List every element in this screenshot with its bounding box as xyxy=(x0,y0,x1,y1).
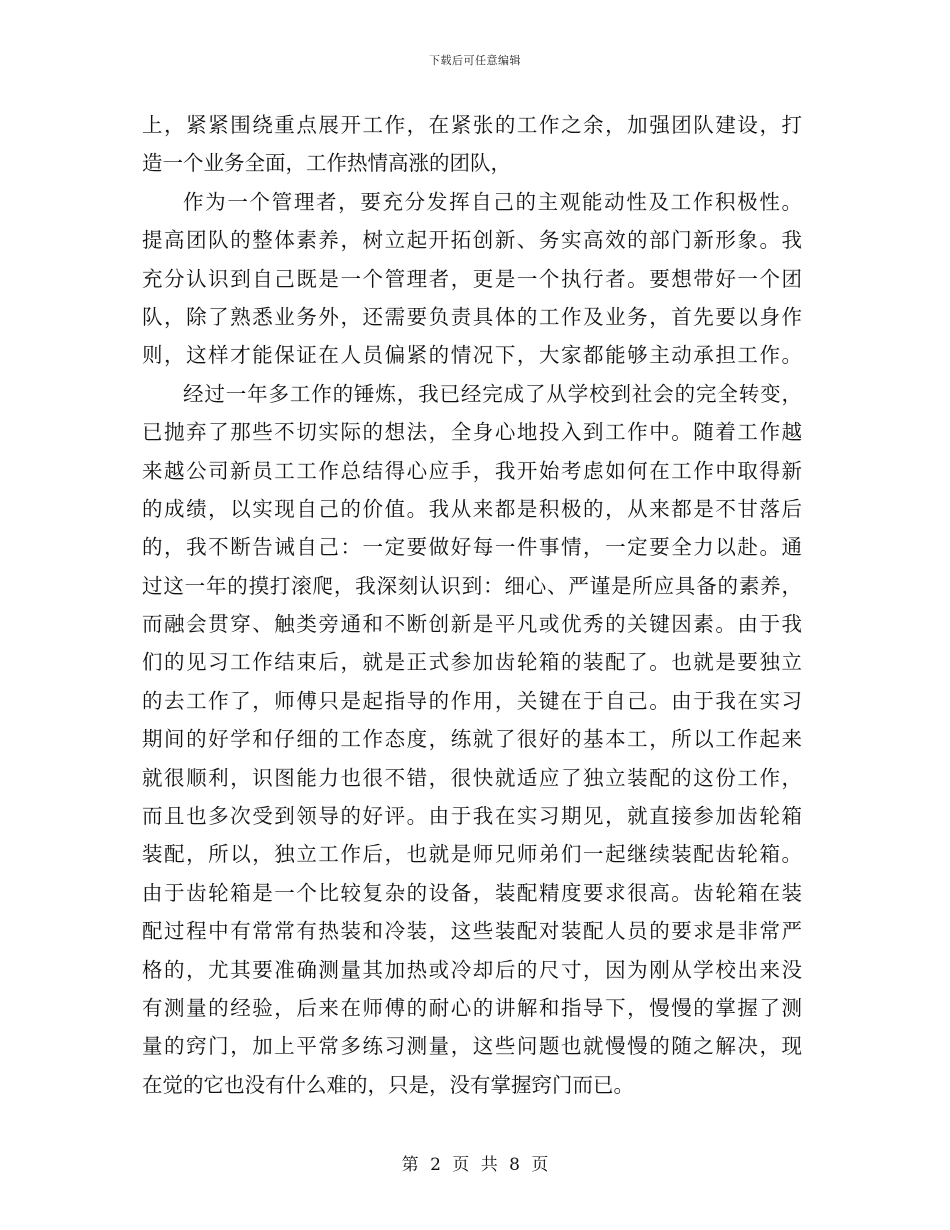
page-label-total-word: 共 xyxy=(480,1155,498,1175)
paragraph-3-line-19: 在觉的它也没有什么难的，只是，没有掌握窍门而已。 xyxy=(142,1072,634,1097)
page-label-suffix: 页 xyxy=(531,1155,549,1175)
paragraph-3-line-4: 的成绩，以实现自己的价值。我从来都是积极的，从来都是不甘落后 xyxy=(142,496,802,521)
paragraph-3-line-8: 们的见习工作结束后，就是正式参加齿轮箱的装配了。也就是要独立 xyxy=(142,650,802,675)
paragraph-3-line-5: 的，我不断告诫自己：一定要做好每一件事情，一定要全力以赴。通 xyxy=(142,535,802,560)
paragraph-3-line-13: 装配，所以，独立工作后，也就是师兄师弟们一起继续装配齿轮箱。 xyxy=(142,842,802,867)
paragraph-3-line-7: 而融会贯穿、触类旁通和不断创新是平凡或优秀的关键因素。由于我 xyxy=(142,612,802,637)
paragraph-3-line-14: 由于齿轮箱是一个比较复杂的设备，装配精度要求很高。齿轮箱在装 xyxy=(142,880,802,905)
paragraph-2-line-4: 队，除了熟悉业务外，还需要负责具体的工作及业务，首先要以身作 xyxy=(142,304,802,329)
page-label-mid: 页 xyxy=(452,1155,470,1175)
paragraph-2-line-2: 提高团队的整体素养，树立起开拓创新、务实高效的部门新形象。我 xyxy=(142,228,802,253)
paragraph-3-line-9: 的去工作了，师傅只是起指导的作用，关键在于自己。由于我在实习 xyxy=(142,688,802,713)
paragraph-3-line-6: 过这一年的摸打滚爬，我深刻认识到：细心、严谨是所应具备的素养， xyxy=(142,573,802,598)
paragraph-3-line-17: 有测量的经验，后来在师傅的耐心的讲解和指导下，慢慢的掌握了测 xyxy=(142,995,802,1020)
paragraph-3-line-12: 而且也多次受到领导的好评。由于我在实习期见，就直接参加齿轮箱 xyxy=(142,804,802,829)
body-text xyxy=(142,106,802,1104)
paragraph-3-line-10: 期间的好学和仔细的工作态度，练就了很好的基本工，所以工作起来 xyxy=(142,727,802,752)
paragraph-3-line-2: 已抛弃了那些不切实际的想法，全身心地投入到工作中。随着工作越 xyxy=(142,420,802,445)
page-label-prefix: 第 xyxy=(401,1155,419,1175)
paragraph-3-line-15: 配过程中有常常有热装和冷装，这些装配对装配人员的要求是非常严 xyxy=(142,919,802,944)
page-footer xyxy=(0,1150,950,1175)
paragraph-3-line-16: 格的，尤其要准确测量其加热或冷却后的尺寸，因为刚从学校出来没 xyxy=(142,957,802,982)
current-page-number: 2 xyxy=(430,1155,441,1175)
paragraph-1-line-1: 上，紧紧围绕重点展开工作，在紧张的工作之余，加强团队建设，打 xyxy=(142,113,802,137)
paragraph-3-line-18: 量的窍门，加上平常多练习测量，这些问题也就慢慢的随之解决，现 xyxy=(142,1034,802,1059)
paragraph-2-line-3: 充分认识到自己既是一个管理者，更是一个执行者。要想带好一个团 xyxy=(142,266,802,291)
paragraph-1-line-2: 造一个业务全面，工作热情高涨的团队， xyxy=(142,151,511,176)
page-header: 下载后可任意编辑 xyxy=(429,54,521,67)
paragraph-3-line-3: 来越公司新员工工作总结得心应手，我开始考虑如何在工作中取得新 xyxy=(142,458,802,483)
paragraph-3-line-11: 就很顺利，识图能力也很不错，很快就适应了独立装配的这份工作， xyxy=(142,765,802,790)
paragraph-2-line-5: 则，这样才能保证在人员偏紧的情况下，大家都能够主动承担工作。 xyxy=(142,343,802,368)
total-pages-number: 8 xyxy=(509,1155,520,1175)
paragraph-3-line-1: 经过一年多工作的锤炼，我已经完成了从学校到社会的完全转变， xyxy=(183,381,802,406)
paragraph-2-line-1: 作为一个管理者，要充分发挥自己的主观能动性及工作积极性。 xyxy=(183,189,802,214)
